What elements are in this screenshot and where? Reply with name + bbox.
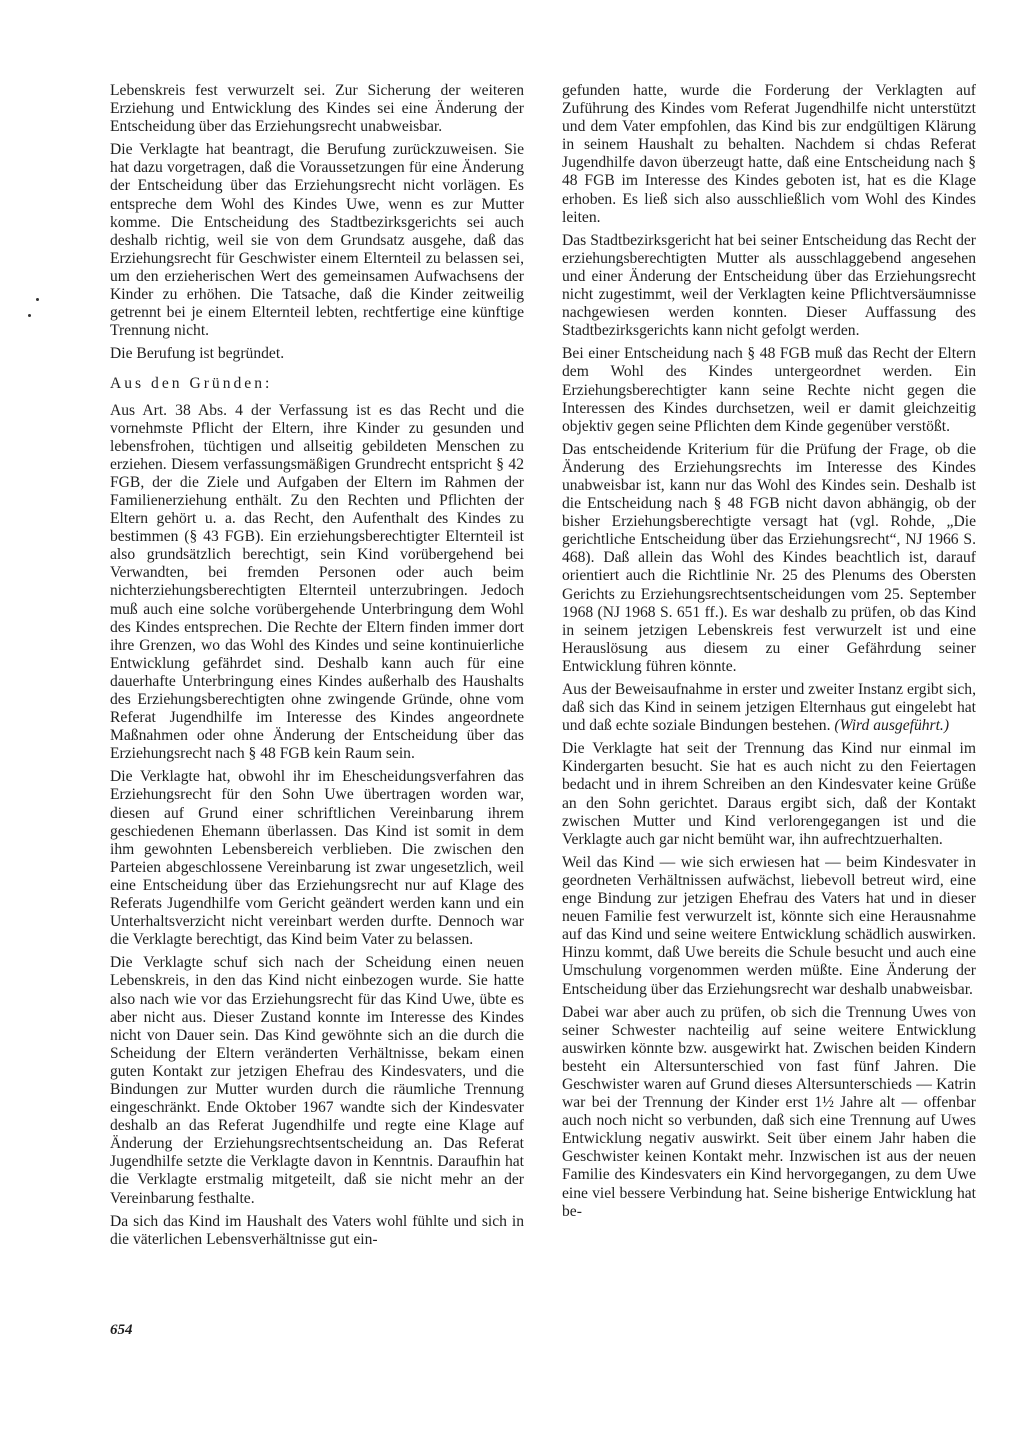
evidence-text: Aus der Beweisaufnahme in erster und zweiter Instanz ergibt sich, daß sich das Kind in seinem jetzigen Elternhaus gut eingelebt hat und daß echte soziale Bindungen bestehen. xyxy=(562,681,976,735)
paragraph: Das entscheidende Kriterium für die Prüfung der Frage, ob die Änderung des Erziehungsrechts im Interesse des Kindes unabweisbar ist, kann nur das Wohl des Kindes sein. Deshalb ist die Entscheidung nach § 48 FGB nicht davon abhängig, ob der bisher Erziehungsberechtigte versagt hat (vgl. Rohde, „Die gerichtliche Entscheidung über das Erziehungsrecht“, NJ 1966 S. 468). Daß allein das Wohl des Kindes beachtlich ist, darauf orientiert auch die Richtlinie Nr. 25 des Plenums des Obersten Gerichts zu Erziehungsrechtsentscheidungen vom 25. September 1968 (NJ 1968 S. 651 ff.). Es war deshalb zu prüfen, ob das Kind in seinem jetzigen Lebenskreis fest verwurzelt ist und eine Herauslösung aus diesem zu einer Gefährdung seiner Entwicklung führen könnte. xyxy=(562,440,976,675)
paragraph: Das Stadtbezirksgericht hat bei seiner Entscheidung das Recht der erziehungsberechtigten Mutter als ausschlaggebend angesehen und einer Änderung der Entscheidung über das Erziehungsrecht nicht zugestimmt, weil der Verklagten keine Pflichtversäumnisse nachgewiesen werden konnten. Dieser Auffassung des Stadtbezirksgerichts kann nicht gefolgt werden. xyxy=(562,231,976,340)
right-column xyxy=(562,82,976,1221)
paragraph: Die Verklagte schuf sich nach der Scheidung einen neuen Lebenskreis, in den das Kind nicht einbezogen wurde. Sie hatte also nach wie vor das Erziehungsrecht für das Kind Uwe, übte es aber nicht aus. Dieser Zustand konnte im Interesse des Kindes nicht von Dauer sein. Das Kind gewöhnte sich an die durch die Scheidung der Eltern veränderten Verhältnisse, bekam einen guten Kontakt zur jetzigen Ehefrau des Kindesvaters, und die Bindungen zur Mutter wurden durch die räumliche Trennung eingeschränkt. Ende Oktober 1967 wandte sich der Kindesvater deshalb an das Referat Jugendhilfe und regte eine Klage auf Änderung der Erziehungsrechtsentscheidung an. Das Referat Jugendhilfe setzte die Verklagte davon in Kenntnis. Daraufhin hat die Verklagte erstmalig mitgeteilt, daß sie nicht mehr an der Vereinbarung festhalte. xyxy=(110,954,524,1207)
paragraph: Da sich das Kind im Haushalt des Vaters wohl fühlte und sich in die väterlichen Lebensverhältnisse gut ein- xyxy=(110,1212,524,1248)
paragraph xyxy=(562,681,976,735)
paragraph: Die Berufung ist begründet. xyxy=(110,345,285,363)
scan-speck xyxy=(36,298,39,301)
scan-speck xyxy=(28,314,31,317)
paragraph: Die Verklagte hat seit der Trennung das Kind nur einmal im Kindergarten besucht. Sie hat es auch nicht zu den Feiertagen bedacht und in ihrem Schreiben an den Kindesvater keine Grüße an den Sohn gerichtet. Daraus ergibt sich, daß der Kontakt zwischen Mutter und Kind verlorengegangen ist und die Verklagte auch gar nicht bemüht war, ihn aufrechtzuerhalten. xyxy=(562,740,976,848)
editorial-note: (Wird ausgeführt.) xyxy=(834,717,950,735)
paragraph: Die Verklagte hat beantragt, die Berufung zurückzuweisen. Sie hat dazu vorgetragen, daß die Voraussetzungen für eine Änderung der Entscheidung über das Erziehungsrecht nicht vorlägen. Es entspreche dem Wohl des Kindes Uwe, wenn es zur Mutter komme. Die Entscheidung des Stadtbezirksgerichts sei auch deshalb richtig, weil sie von dem Grundsatz ausgehe, daß das Erziehungsrecht für Geschwister einem Elternteil zu belassen sei, um den erzieherischen Wert des gemeinsamen Aufwachsens der Kinder zu erhöhen. Die Tatsache, daß die Kinder zeitweilig getrennt bei je einem Elternteil lebten, rechtfertige eine künftige Trennung nicht. xyxy=(110,141,524,340)
section-heading: Aus den Gründen: xyxy=(110,375,273,393)
paragraph: Weil das Kind — wie sich erwiesen hat — beim Kindesvater in geordneten Verhältnissen aufwächst, liebevoll betreut wird, eine enge Bindung zur jetzigen Ehefrau des Vaters hat und in dieser neuen Familie fest verwurzelt ist, könnte sich eine Herausnahme auf das Kind und seine weitere Entwicklung schädlich auswirken. Hinzu kommt, daß Uwe bereits die Schule besucht und auch eine Umschulung vorgenommen werden müßte. Eine Änderung der Entscheidung über das Erziehungsrecht war deshalb unabweisbar. xyxy=(562,853,976,998)
paragraph: gefunden hatte, wurde die Forderung der Verklagten auf Zuführung des Kindes vom Referat Jugendhilfe nicht unterstützt und dem Vater empfohlen, das Kind bis zur endgültigen Klärung in seinem Haushalt zu behalten. Nachdem si chdas Referat Jugendhilfe davon überzeugt hatte, daß eine Entscheidung nach § 48 FGB im Interesse des Kindes geboten ist, hat es die Klage erhoben. Es ließ sich also ausschließlich vom Wohl des Kindes leiten. xyxy=(562,82,976,226)
page-number: 654 xyxy=(110,1322,133,1338)
paragraph: Lebenskreis fest verwurzelt sei. Zur Sicherung der weiteren Erziehung und Entwicklung des Kindes sei eine Änderung der Entscheidung über das Erziehungsrecht unabweisbar. xyxy=(110,82,524,136)
left-column xyxy=(110,82,524,1249)
paragraph: Dabei war aber auch zu prüfen, ob sich die Trennung Uwes von seiner Schwester nachteilig auf seine weitere Entwicklung auswirken könnte bzw. ausgewirkt hat. Zwischen beiden Kindern besteht ein Altersunterschied von fast fünf Jahren. Die Geschwister waren auf Grund dieses Altersunterschieds — Katrin war bei der Trennung der Kinder erst 1½ Jahre alt — offenbar auch noch nicht so verbunden, daß sich eine Trennung auf Uwes Entwicklung negativ auswirkt. Seit über einem Jahr haben die Geschwister keinen Kontakt mehr. Inzwischen ist aus der neuen Familie des Kindesvaters ein Kind hervorgegangen, zu dem Uwe eine viel bessere Verbindung hat. Seine bisherige Entwicklung hat be- xyxy=(562,1003,976,1220)
paragraph: Die Verklagte hat, obwohl ihr im Ehescheidungsverfahren das Erziehungsrecht für den Sohn Uwe übertragen worden war, diesen auf Grund einer schriftlichen Vereinbarung ihrem geschiedenen Ehemann überlassen. Das Kind ist somit in dem ihm gewohnten Lebensbereich verblieben. Die zwischen den Parteien abgeschlossene Vereinbarung ist zwar ungesetzlich, weil eine Entscheidung über das Erziehungsrecht nur auf Klage des Referats Jugendhilfe vom Gericht geändert werden kann und ein Unterhaltsverzicht nicht vereinbart werden durfte. Dennoch war die Verklagte berechtigt, das Kind beim Vater zu belassen. xyxy=(110,768,524,949)
paragraph: Bei einer Entscheidung nach § 48 FGB muß das Recht der Eltern dem Wohl des Kindes untergeordnet werden. Ein Erziehungsberechtigter kann seine Rechte nicht gegen die Interessen des Kindes durchsetzen, weil er damit gleichzeitig objektiv gegen seine Pflichten dem Kinde gegenüber verstößt. xyxy=(562,345,976,435)
paragraph: Aus Art. 38 Abs. 4 der Verfassung ist es das Recht und die vornehmste Pflicht der Eltern, ihre Kinder zu gesunden und lebensfrohen, tüchtigen und allseitig gebildeten Menschen zu erziehen. Diesem verfassungsmäßigen Grundrecht entspricht § 42 FGB, der die Ziele und Aufgaben der Eltern im Rahmen der Familienerziehung enthält. Zu den Rechten und Pflichten der Eltern gehört u. a. das Recht, den Aufenthalt des Kindes zu bestimmen (§ 43 FGB). Ein erziehungsberechtigter Elternteil ist also grundsätzlich berechtigt, sein Kind vorübergehend bei Verwandten, bei fremden Personen oder auch beim nichterziehungsberechtigten Elternteil unterzubringen. Jedoch muß auch eine solche vorübergehende Unterbringung dem Wohl des Kindes entsprechen. Die Rechte der Eltern finden immer dort ihre Grenzen, wo das Wohl des Kindes und seine kontinuierliche Entwicklung gefährdet sind. Deshalb kann auch für eine dauerhafte Unterbringung eines Kindes außerhalb des Haushalts des Erziehungsberechtigten ohne zwingende Gründe, ohne vom Referat Jugendhilfe im Interesse des Kindes angeordnete Maßnahmen oder ohne Änderung der Entscheidung über das Erziehungsrecht nach § 48 FGB kein Raum sein. xyxy=(110,401,524,763)
